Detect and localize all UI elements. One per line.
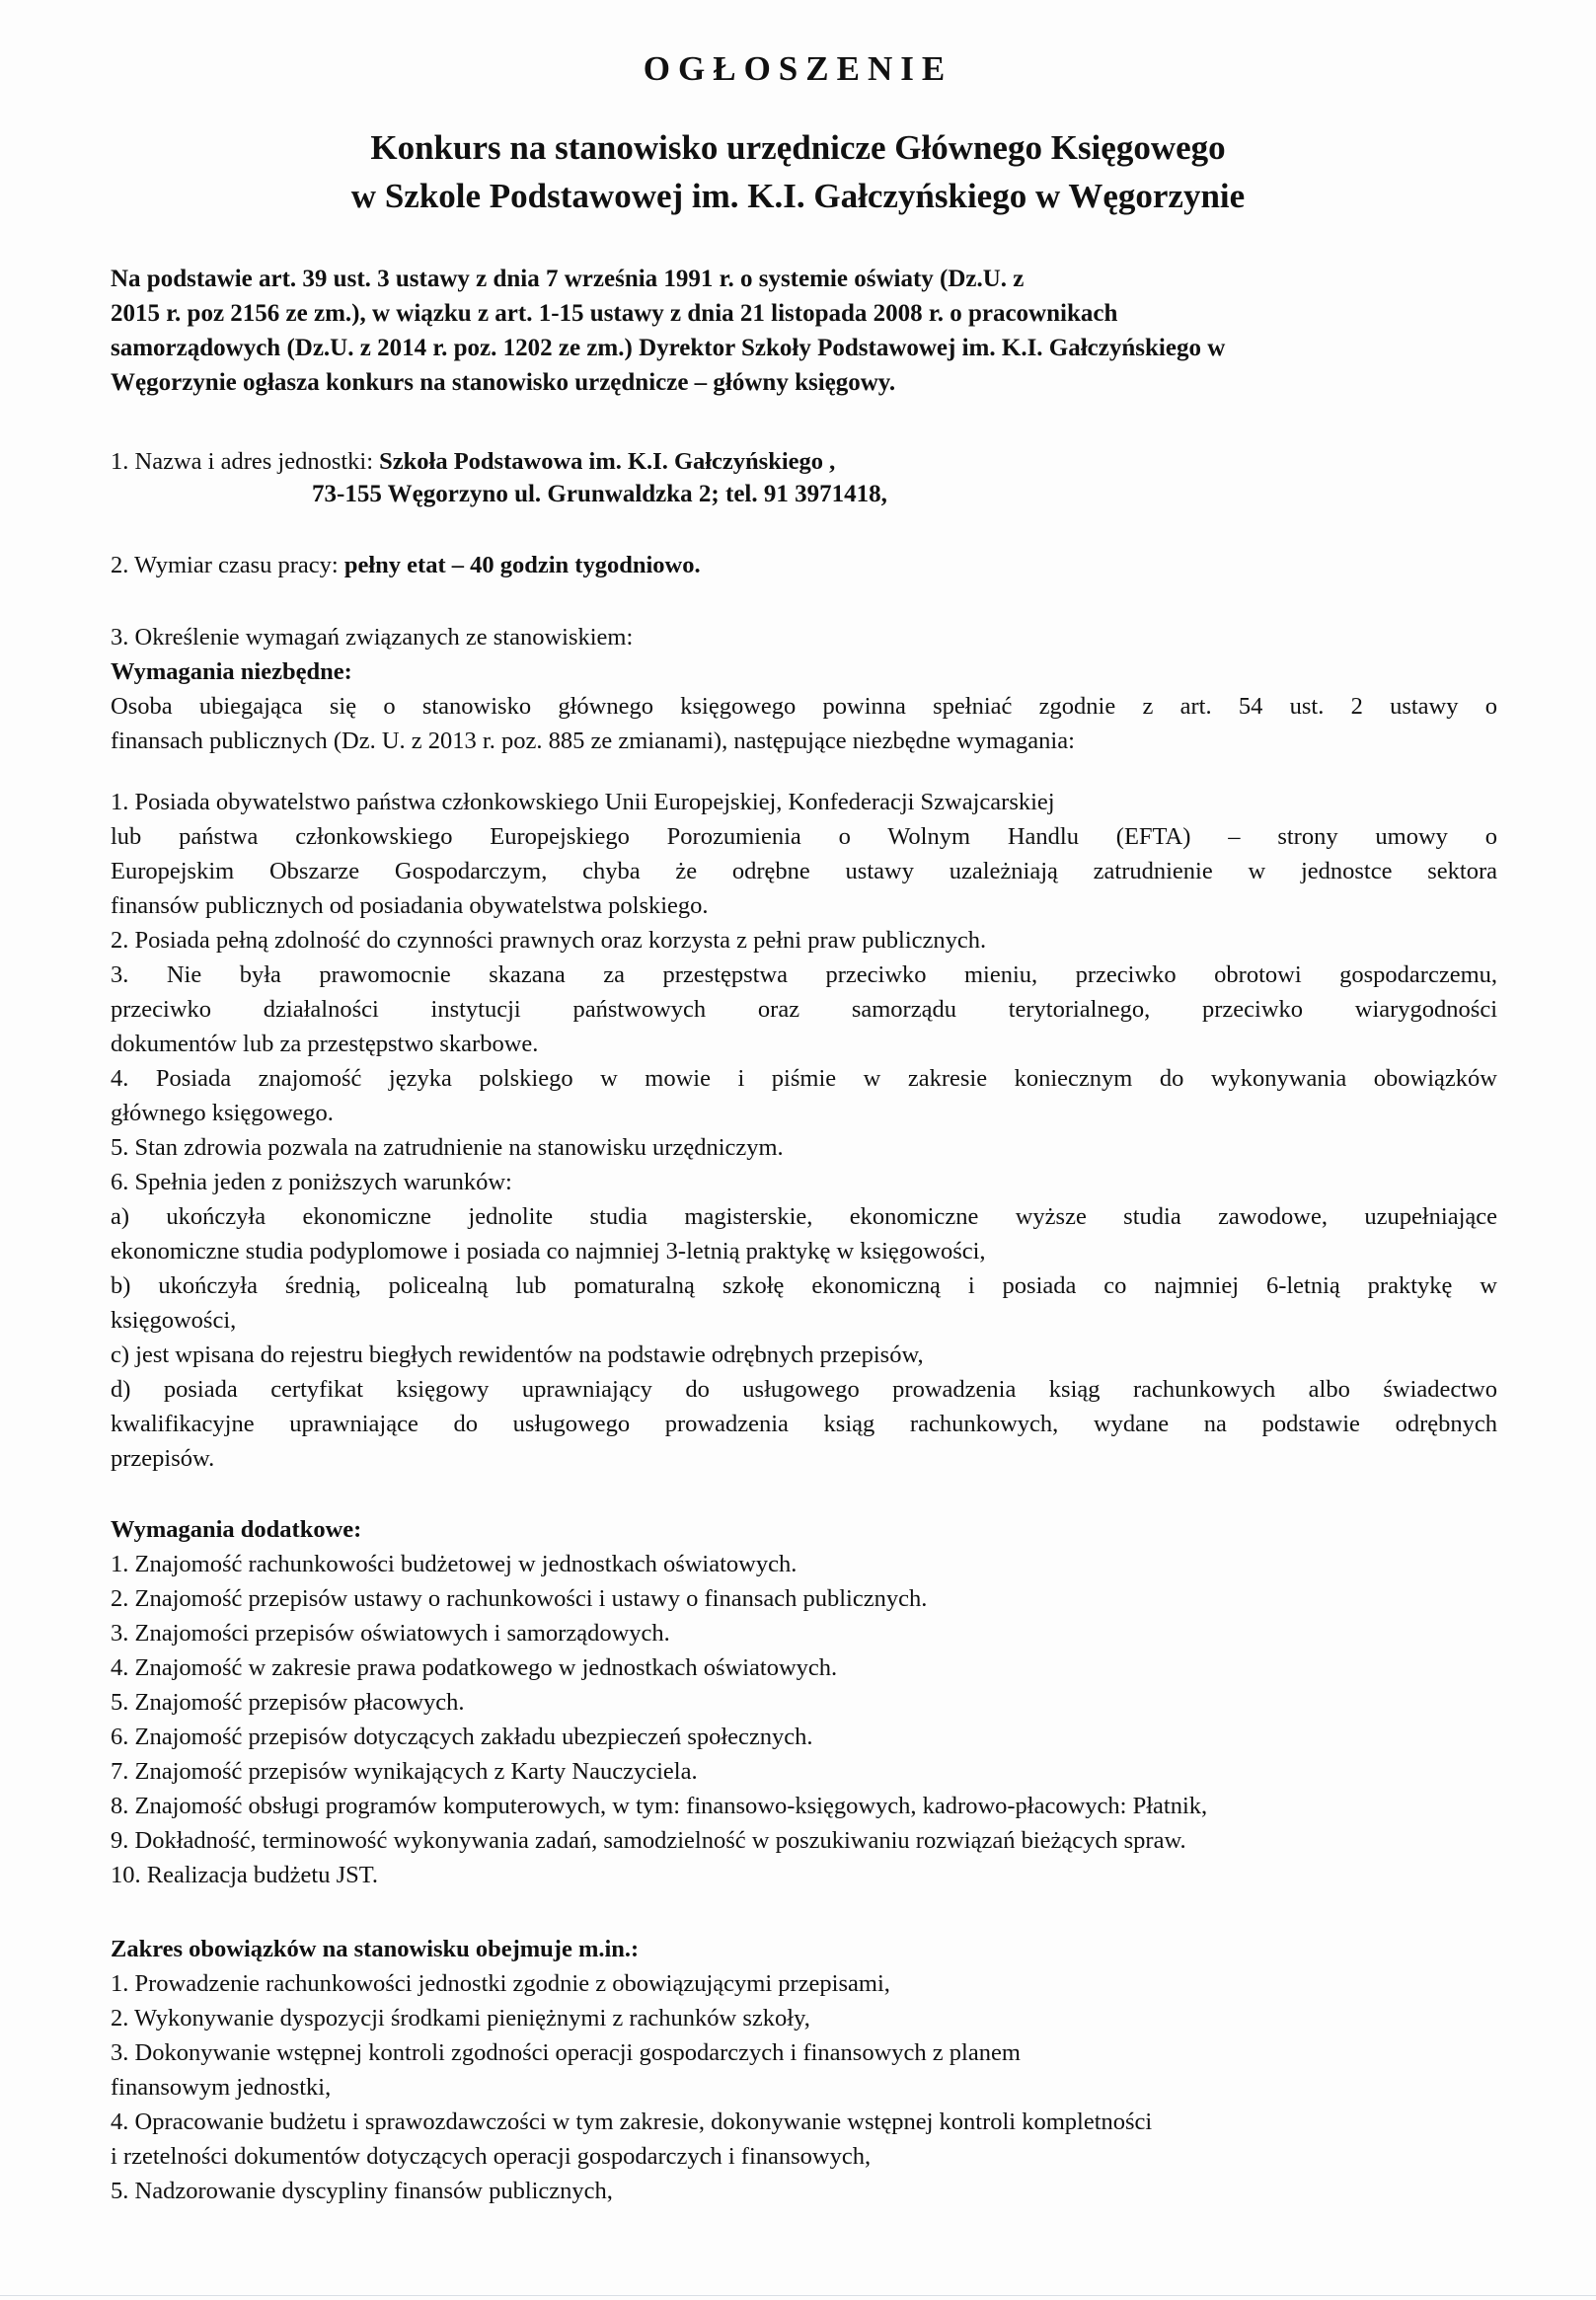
required-item-line: b) ukończyła średnią, policealną lub pomaturalną szkołę ekonomiczną i posiada co najmniej 6-letnią praktykę w (111, 1272, 1497, 1299)
required-list (111, 785, 1497, 1476)
additional-list (111, 1547, 1497, 1892)
unit-name: Szkoła Podstawowa im. K.I. Gałczyńskiego , (379, 448, 836, 475)
additional-item: 7. Znajomość przepisów wynikających z Karty Nauczyciela. (111, 1758, 698, 1785)
section-3-label: 3. Określenie wymagań związanych ze stanowiskiem: (111, 624, 634, 651)
duties-section (111, 1932, 1497, 2208)
required-item-line: przepisów. (111, 1445, 215, 1472)
intro-line: 2015 r. poz 2156 ze zm.), w wiązku z art. 1-15 ustawy z dnia 21 listopada 2008 r. o pracownikach (111, 300, 1118, 327)
duties-heading: Zakres obowiązków na stanowisku obejmuje m.in.: (111, 1936, 640, 1962)
required-item-line: ekonomiczne studia podyplomowe i posiada co najmniej 3-letnią praktykę w księgowości, (111, 1238, 986, 1265)
duty-item: 4. Opracowanie budżetu i sprawozdawczości w tym zakresie, dokonywanie wstępnej kontroli kompletności (111, 2108, 1153, 2135)
required-item-line: 2. Posiada pełną zdolność do czynności prawnych oraz korzysta z pełni praw publicznych. (111, 927, 987, 954)
additional-item: 5. Znajomość przepisów płacowych. (111, 1689, 465, 1716)
required-item-line: przeciwko działalności instytucji państwowych oraz samorządu terytorialnego, przeciwko wiarygodności (111, 996, 1497, 1023)
additional-item: 2. Znajomość przepisów ustawy o rachunkowości i ustawy o finansach publicznych. (111, 1585, 928, 1612)
required-item-line: a) ukończyła ekonomiczne jednolite studia magisterskie, ekonomiczne wyższe studia zawodowe, uzupełniające (111, 1203, 1497, 1230)
required-item-line: 6. Spełnia jeden z poniższych warunków: (111, 1169, 512, 1195)
intro-line: Węgorzynie ogłasza konkurs na stanowisko urzędnicze – główny księgowy. (111, 369, 896, 396)
additional-item: 3. Znajomości przepisów oświatowych i samorządowych. (111, 1620, 670, 1647)
duty-item: 3. Dokonywanie wstępnej kontroli zgodności operacji gospodarczych i finansowych z planem (111, 2039, 1021, 2066)
document-title: OGŁOSZENIE (643, 49, 953, 88)
required-heading: Wymagania niezbędne: (111, 658, 352, 685)
required-item-line: kwalifikacyjne uprawniające do usługowego prowadzenia ksiąg rachunkowych, wydane na podstawie odrębnych (111, 1411, 1497, 1437)
work-time-value: pełny etat – 40 godzin tygodniowo. (343, 552, 701, 578)
required-item-line: finansów publicznych od posiadania obywatelstwa polskiego. (111, 892, 709, 919)
additional-section (111, 1512, 1497, 1892)
intro-line: samorządowych (Dz.U. z 2014 r. poz. 1202 ze zm.) Dyrektor Szkoły Podstawowej im. K.I. Gałczyńskiego w (111, 335, 1226, 361)
required-item-line: księgowości, (111, 1307, 237, 1334)
duties-list (111, 1966, 1497, 2208)
required-item-line: d) posiada certyfikat księgowy uprawniający do usługowego prowadzenia ksiąg rachunkowych albo świadectwo (111, 1376, 1497, 1403)
additional-item: 10. Realizacja budżetu JST. (111, 1862, 378, 1888)
required-item-line: głównego księgowego. (111, 1100, 334, 1126)
additional-item: 1. Znajomość rachunkowości budżetowej w jednostkach oświatowych. (111, 1551, 798, 1577)
section-2-line (111, 548, 1497, 582)
duty-item: 1. Prowadzenie rachunkowości jednostki zgodnie z obowiązującymi przepisami, (111, 1970, 890, 1997)
required-intro-line: Osoba ubiegająca się o stanowisko głównego księgowego powinna spełniać zgodnie z art. 54 ust. 2 ustawy o (111, 693, 1497, 720)
required-item-line: Europejskim Obszarze Gospodarczym, chyba że odrębne ustawy uzależniają zatrudnienie w jednostce sektora (111, 858, 1497, 884)
required-item-line: dokumentów lub za przestępstwo skarbowe. (111, 1031, 539, 1057)
section-3 (111, 620, 1497, 758)
unit-address: 73-155 Węgorzyno ul. Grunwaldzka 2; tel. 91 3971418, (312, 481, 887, 507)
duty-item: 5. Nadzorowanie dyscypliny finansów publicznych, (111, 2178, 613, 2204)
required-item-line: 3. Nie była prawomocnie skazana za przestępstwa przeciwko mieniu, przeciwko obrotowi gospodarczemu, (111, 961, 1497, 988)
duty-item: i rzetelności dokumentów dotyczących operacji gospodarczych i finansowych, (111, 2143, 872, 2170)
section-2-label: 2. Wymiar czasu pracy: (111, 552, 344, 578)
required-intro-line: finansach publicznych (Dz. U. z 2013 r. poz. 885 ze zmianami), następujące niezbędne wymagania: (111, 728, 1075, 754)
duty-item: 2. Wykonywanie dyspozycji środkami pieniężnymi z rachunków szkoły, (111, 2005, 810, 2032)
required-item-line: lub państwa członkowskiego Europejskiego Porozumienia o Wolnym Handlu (EFTA) – strony umowy o (111, 823, 1497, 850)
duty-item: finansowym jednostki, (111, 2074, 332, 2101)
subtitle-line-1: Konkurs na stanowisko urzędnicze Głównego Księgowego (370, 128, 1226, 167)
additional-heading: Wymagania dodatkowe: (111, 1516, 362, 1543)
scan-edge-line (0, 2295, 1596, 2296)
section-1-name-line (111, 444, 1497, 479)
additional-item: 4. Znajomość w zakresie prawa podatkowego w jednostkach oświatowych. (111, 1654, 838, 1681)
required-item-line: 1. Posiada obywatelstwo państwa członkowskiego Unii Europejskiej, Konfederacji Szwajcarskiej (111, 789, 1055, 815)
intro-line: Na podstawie art. 39 ust. 3 ustawy z dnia 7 września 1991 r. o systemie oświaty (Dz.U. z (111, 266, 1025, 292)
intro-paragraph (111, 262, 1497, 400)
additional-item: 9. Dokładność, terminowość wykonywania zadań, samodzielność w poszukiwaniu rozwiązań bieżących spraw. (111, 1827, 1186, 1854)
subtitle-line-2: w Szkole Podstawowej im. K.I. Gałczyńskiego w Węgorzynie (350, 177, 1246, 215)
section-1-label: 1. Nazwa i adres jednostki: (111, 448, 380, 475)
required-item-line: 5. Stan zdrowia pozwala na zatrudnienie na stanowisku urzędniczym. (111, 1134, 784, 1161)
additional-item: 8. Znajomość obsługi programów komputerowych, w tym: finansowo-księgowych, kadrowo-płacowych: Płatnik, (111, 1793, 1208, 1819)
required-item-line: c) jest wpisana do rejestru biegłych rewidentów na podstawie odrębnych przepisów, (111, 1342, 924, 1368)
required-item-line: 4. Posiada znajomość języka polskiego w mowie i piśmie w zakresie koniecznym do wykonywania obowiązków (111, 1065, 1497, 1092)
additional-item: 6. Znajomość przepisów dotyczących zakładu ubezpieczeń społecznych. (111, 1724, 813, 1750)
